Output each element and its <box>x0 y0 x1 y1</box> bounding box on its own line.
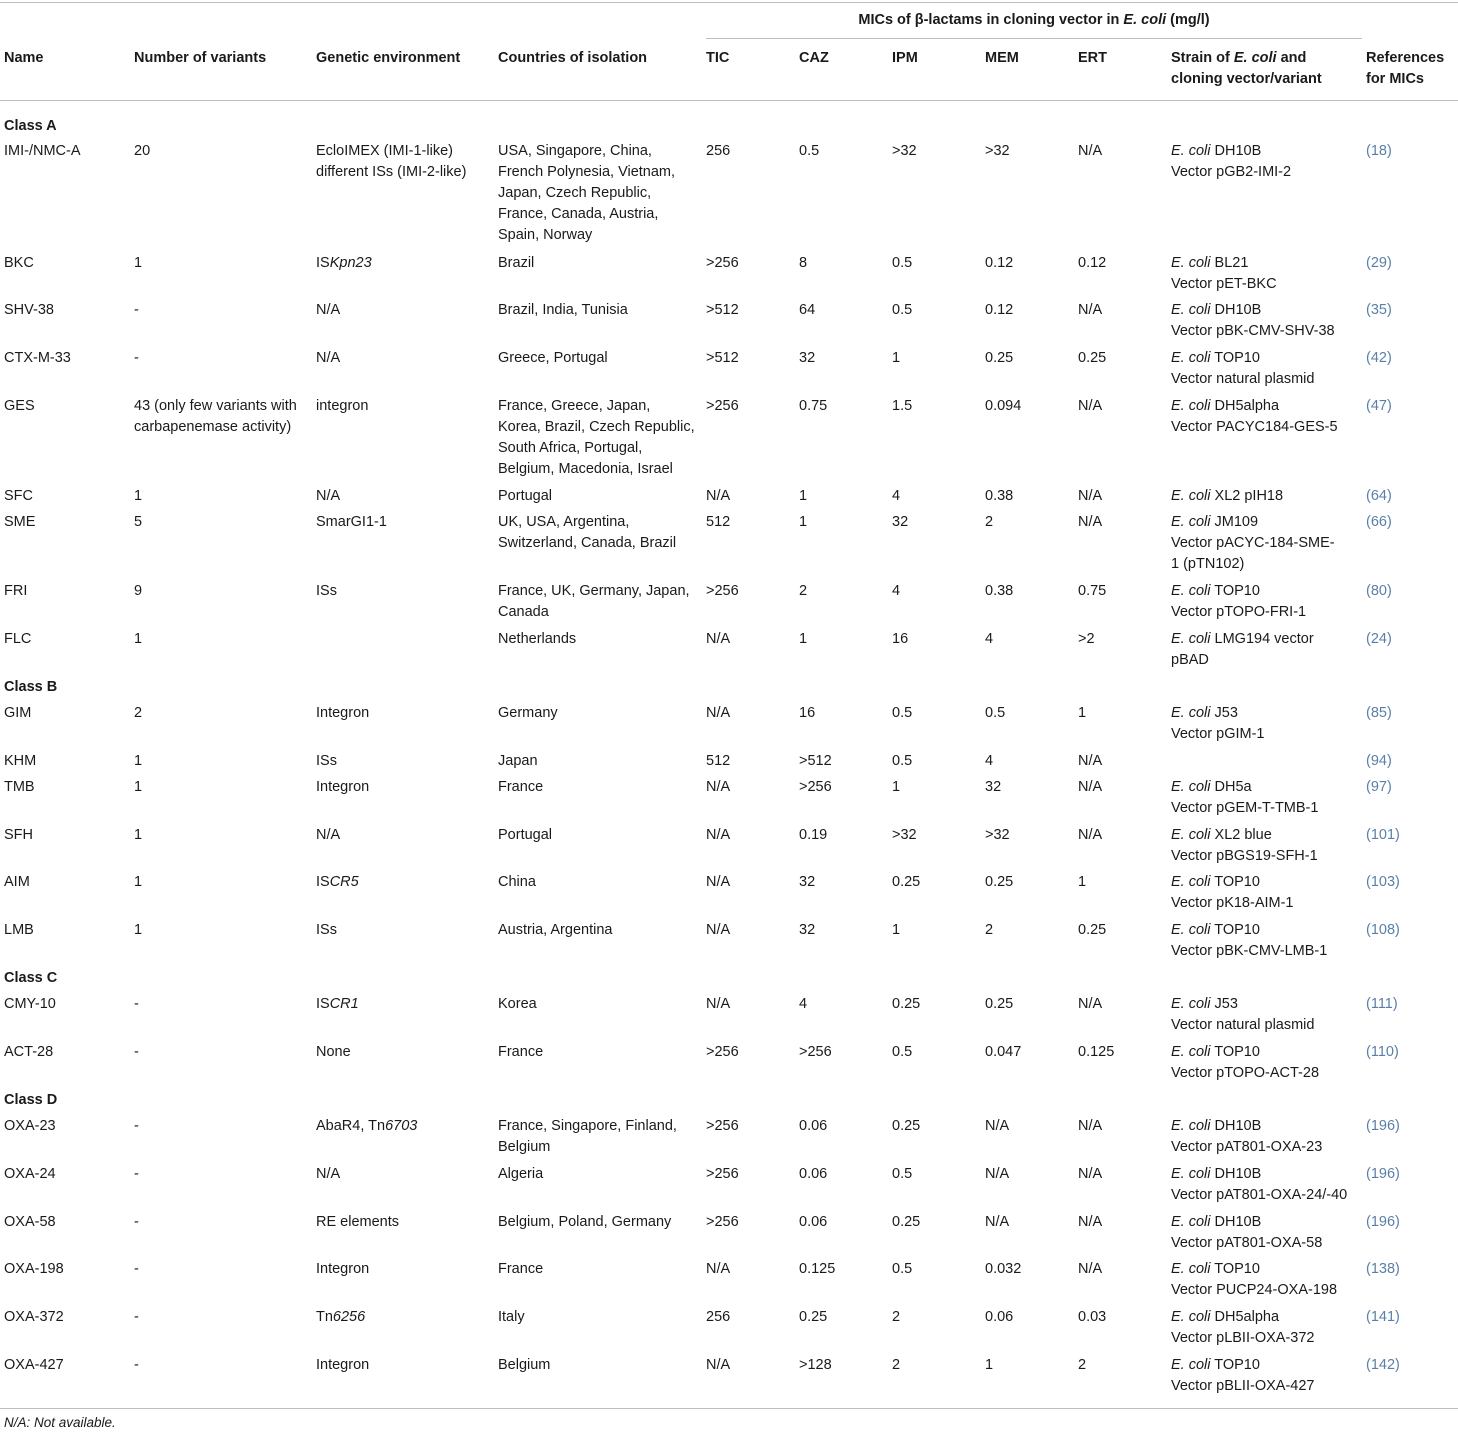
cell-ref: (24) <box>1366 631 1392 647</box>
cell-ipm: 0.5 <box>892 705 913 721</box>
cell-ref: (94) <box>1366 753 1392 769</box>
cell-ipm: 0.25 <box>892 874 921 890</box>
cell-name: OXA-198 <box>4 1261 64 1277</box>
col-header-tic: TIC <box>706 50 730 66</box>
cell-caz: 0.25 <box>799 1309 828 1325</box>
col-header-mem: MEM <box>985 50 1019 66</box>
cell-ert: 2 <box>1078 1357 1087 1373</box>
cell-caz: 1 <box>799 514 808 530</box>
cell-caz: 0.06 <box>799 1118 828 1134</box>
cell-ref: (47) <box>1366 398 1392 414</box>
cell-caz: 4 <box>799 996 808 1012</box>
cell-ert: 0.25 <box>1078 350 1107 366</box>
cell-strain: E. coli TOP10 Vector pTOPO-FRI-1 <box>1171 583 1307 620</box>
cell-variants: - <box>134 1118 139 1134</box>
cell-countries: France <box>498 779 544 795</box>
cell-name: TMB <box>4 779 35 795</box>
cell-mem: N/A <box>985 1214 1010 1230</box>
cell-mem: 1 <box>985 1357 994 1373</box>
cell-ert: 0.125 <box>1078 1044 1115 1060</box>
cell-strain: E. coli DH10B Vector pAT801-OXA-23 <box>1171 1118 1323 1155</box>
cell-variants: 1 <box>134 753 143 769</box>
cell-variants: - <box>134 1166 139 1182</box>
cell-strain: E. coli LMG194 vector pBAD <box>1171 631 1314 668</box>
cell-countries: Netherlands <box>498 631 577 647</box>
cell-caz: 2 <box>799 583 808 599</box>
cell-tic: 256 <box>706 1309 731 1325</box>
class-heading: Class D <box>4 1092 58 1108</box>
cell-caz: 0.5 <box>799 143 820 159</box>
cell-name: GIM <box>4 705 32 721</box>
cell-ipm: >32 <box>892 143 917 159</box>
cell-tic: >256 <box>706 398 739 414</box>
cell-tic: N/A <box>706 779 731 795</box>
cell-countries: Korea <box>498 996 537 1012</box>
cell-name: KHM <box>4 753 37 769</box>
cell-mem: 0.38 <box>985 488 1014 504</box>
cell-ert: 0.12 <box>1078 255 1107 271</box>
cell-env: Tn6256 <box>316 1309 366 1325</box>
cell-strain: E. coli TOP10 Vector pK18-AIM-1 <box>1171 874 1294 911</box>
cell-caz: 0.125 <box>799 1261 836 1277</box>
cell-mem: 0.12 <box>985 302 1014 318</box>
cell-ipm: 0.5 <box>892 1044 913 1060</box>
table-top-rule <box>0 2 1458 3</box>
cell-variants: - <box>134 996 139 1012</box>
cell-name: OXA-23 <box>4 1118 56 1134</box>
cell-mem: 32 <box>985 779 1002 795</box>
cell-caz: >256 <box>799 1044 832 1060</box>
table-bottom-rule <box>0 1408 1458 1409</box>
cell-ref: (85) <box>1366 705 1392 721</box>
cell-ert: N/A <box>1078 996 1103 1012</box>
cell-name: SME <box>4 514 36 530</box>
cell-strain: E. coli DH5alpha Vector pLBII-OXA-372 <box>1171 1309 1315 1346</box>
class-heading: Class A <box>4 118 57 134</box>
cell-ref: (108) <box>1366 922 1400 938</box>
class-heading: Class B <box>4 679 58 695</box>
cell-ert: 0.75 <box>1078 583 1107 599</box>
cell-name: FLC <box>4 631 32 647</box>
col-header-ert: ERT <box>1078 50 1107 66</box>
cell-ipm: 1 <box>892 922 901 938</box>
cell-tic: N/A <box>706 922 731 938</box>
cell-ref: (80) <box>1366 583 1392 599</box>
cell-tic: >256 <box>706 1118 739 1134</box>
cell-tic: N/A <box>706 1357 731 1373</box>
cell-name: LMB <box>4 922 34 938</box>
cell-mem: 0.12 <box>985 255 1014 271</box>
cell-tic: 512 <box>706 514 731 530</box>
cell-env: ISs <box>316 583 337 599</box>
cell-name: AIM <box>4 874 30 890</box>
cell-env: ISs <box>316 753 337 769</box>
cell-ipm: 4 <box>892 488 901 504</box>
cell-countries: France, UK, Germany, Japan, Canada <box>498 583 690 620</box>
cell-variants: 1 <box>134 488 143 504</box>
cell-caz: >128 <box>799 1357 832 1373</box>
cell-ert: N/A <box>1078 827 1103 843</box>
cell-env: ISs <box>316 922 337 938</box>
cell-countries: Brazil <box>498 255 535 271</box>
cell-ipm: 1 <box>892 779 901 795</box>
cell-caz: 0.19 <box>799 827 828 843</box>
cell-caz: >512 <box>799 753 832 769</box>
cell-variants: - <box>134 350 139 366</box>
cell-name: GES <box>4 398 35 414</box>
cell-tic: N/A <box>706 827 731 843</box>
cell-ert: N/A <box>1078 779 1103 795</box>
cell-countries: Algeria <box>498 1166 544 1182</box>
cell-mem: 0.5 <box>985 705 1006 721</box>
cell-ert: 1 <box>1078 874 1087 890</box>
cell-ipm: 4 <box>892 583 901 599</box>
cell-ipm: 0.25 <box>892 1118 921 1134</box>
cell-ref: (35) <box>1366 302 1392 318</box>
cell-strain: E. coli DH5a Vector pGEM-T-TMB-1 <box>1171 779 1319 816</box>
cell-countries: Italy <box>498 1309 525 1325</box>
cell-env: Integron <box>316 1357 370 1373</box>
cell-strain: E. coli DH5alpha Vector PACYC184-GES-5 <box>1171 398 1338 435</box>
cell-ert: N/A <box>1078 1118 1103 1134</box>
cell-countries: Belgium <box>498 1357 551 1373</box>
cell-env: ISCR1 <box>316 996 359 1012</box>
cell-name: SFC <box>4 488 33 504</box>
cell-ref: (110) <box>1366 1044 1399 1060</box>
cell-strain: E. coli DH10B Vector pAT801-OXA-58 <box>1171 1214 1323 1251</box>
cell-env: Integron <box>316 705 370 721</box>
cell-strain: E. coli J53 Vector pGIM-1 <box>1171 705 1265 742</box>
cell-caz: 32 <box>799 350 816 366</box>
cell-ert: 0.25 <box>1078 922 1107 938</box>
cell-strain: E. coli TOP10 Vector pBLII-OXA-427 <box>1171 1357 1315 1394</box>
header-bottom-rule <box>0 100 1458 101</box>
col-header-name: Name <box>4 50 44 66</box>
cell-variants: 9 <box>134 583 143 599</box>
cell-countries: Austria, Argentina <box>498 922 613 938</box>
mic-group-header-text: MICs of β-lactams in cloning vector in E. coli (mg/l) <box>858 12 1210 28</box>
cell-env: N/A <box>316 350 341 366</box>
cell-variants: - <box>134 1044 139 1060</box>
cell-mem: 2 <box>985 514 994 530</box>
cell-tic: 256 <box>706 143 731 159</box>
cell-ipm: 16 <box>892 631 909 647</box>
cell-strain: E. coli XL2 blue Vector pBGS19-SFH-1 <box>1171 827 1318 864</box>
cell-caz: 0.06 <box>799 1166 828 1182</box>
cell-name: OXA-427 <box>4 1357 64 1373</box>
cell-name: BKC <box>4 255 34 271</box>
cell-tic: >256 <box>706 1044 739 1060</box>
cell-ipm: 0.5 <box>892 1166 913 1182</box>
col-header-strain-text: Strain of E. coli and cloning vector/variant <box>1171 50 1322 87</box>
cell-name: OXA-24 <box>4 1166 56 1182</box>
cell-variants: 43 (only few variants with carbapenemase activity) <box>134 398 297 435</box>
cell-countries: Germany <box>498 705 558 721</box>
mic-group-underline <box>706 38 1362 39</box>
cell-caz: 1 <box>799 631 808 647</box>
cell-caz: 1 <box>799 488 808 504</box>
cell-ref: (138) <box>1366 1261 1400 1277</box>
cell-tic: N/A <box>706 488 731 504</box>
cell-mem: 0.047 <box>985 1044 1022 1060</box>
cell-variants: 1 <box>134 255 143 271</box>
cell-variants: - <box>134 1357 139 1373</box>
cell-mem: 0.032 <box>985 1261 1022 1277</box>
cell-strain: E. coli J53 Vector natural plasmid <box>1171 996 1315 1033</box>
cell-ipm: 0.5 <box>892 753 913 769</box>
cell-ipm: 1.5 <box>892 398 913 414</box>
cell-variants: 5 <box>134 514 143 530</box>
cell-countries: Greece, Portugal <box>498 350 608 366</box>
col-header-variants: Number of variants <box>134 50 267 66</box>
cell-mem: N/A <box>985 1166 1010 1182</box>
cell-tic: N/A <box>706 631 731 647</box>
cell-strain: E. coli TOP10 Vector PUCP24-OXA-198 <box>1171 1261 1338 1298</box>
cell-ipm: 0.5 <box>892 255 913 271</box>
cell-countries: Portugal <box>498 488 553 504</box>
cell-mem: 0.06 <box>985 1309 1014 1325</box>
cell-variants: - <box>134 1309 139 1325</box>
cell-ref: (101) <box>1366 827 1400 843</box>
cell-countries: USA, Singapore, China, French Polynesia, Vietnam, Japan, Czech Republic, France, Canada, Austria, Spain, Norway <box>498 143 676 243</box>
cell-ref: (42) <box>1366 350 1392 366</box>
cell-countries: France <box>498 1261 544 1277</box>
cell-strain: E. coli TOP10 Vector pBK-CMV-LMB-1 <box>1171 922 1328 959</box>
cell-ref: (141) <box>1366 1309 1400 1325</box>
cell-caz: 8 <box>799 255 808 271</box>
cell-env: RE elements <box>316 1214 400 1230</box>
class-heading: Class C <box>4 970 58 986</box>
cell-env: integron <box>316 398 369 414</box>
cell-caz: 0.75 <box>799 398 828 414</box>
cell-ref: (196) <box>1366 1118 1400 1134</box>
cell-tic: >256 <box>706 255 739 271</box>
cell-strain: E. coli XL2 pIH18 <box>1171 488 1284 504</box>
cell-caz: >256 <box>799 779 832 795</box>
cell-tic: 512 <box>706 753 731 769</box>
cell-name: FRI <box>4 583 28 599</box>
cell-countries: France, Greece, Japan, Korea, Brazil, Czech Republic, South Africa, Portugal, Belgium, Macedonia, Israel <box>498 398 695 477</box>
cell-mem: 2 <box>985 922 994 938</box>
cell-ipm: 0.25 <box>892 1214 921 1230</box>
cell-ref: (18) <box>1366 143 1392 159</box>
cell-name: SFH <box>4 827 33 843</box>
cell-env: N/A <box>316 827 341 843</box>
cell-caz: 32 <box>799 874 816 890</box>
cell-ert: 1 <box>1078 705 1087 721</box>
cell-mem: 0.25 <box>985 350 1014 366</box>
cell-strain: E. coli DH10B Vector pGB2-IMI-2 <box>1171 143 1292 180</box>
cell-variants: 1 <box>134 779 143 795</box>
cell-ipm: 1 <box>892 350 901 366</box>
cell-ert: N/A <box>1078 488 1103 504</box>
cell-ref: (196) <box>1366 1166 1400 1182</box>
cell-tic: >512 <box>706 350 739 366</box>
cell-variants: - <box>134 302 139 318</box>
cell-tic: >256 <box>706 1166 739 1182</box>
cell-env: Integron <box>316 1261 370 1277</box>
cell-variants: - <box>134 1214 139 1230</box>
cell-env: N/A <box>316 302 341 318</box>
cell-name: CMY-10 <box>4 996 56 1012</box>
cell-strain: E. coli TOP10 Vector pTOPO-ACT-28 <box>1171 1044 1320 1081</box>
cell-ref: (64) <box>1366 488 1392 504</box>
cell-env: N/A <box>316 1166 341 1182</box>
cell-ert: N/A <box>1078 302 1103 318</box>
col-header-countries: Countries of isolation <box>498 50 648 66</box>
cell-variants: 1 <box>134 922 143 938</box>
cell-env: AbaR4, Tn6703 <box>316 1118 418 1134</box>
cell-countries: UK, USA, Argentina, Switzerland, Canada, Brazil <box>498 514 677 551</box>
cell-strain: E. coli BL21 Vector pET-BKC <box>1171 255 1277 292</box>
cell-countries: China <box>498 874 536 890</box>
cell-ipm: >32 <box>892 827 917 843</box>
cell-ert: N/A <box>1078 514 1103 530</box>
col-header-refs: References for MICs <box>1366 50 1445 87</box>
cell-ert: >2 <box>1078 631 1095 647</box>
cell-ert: N/A <box>1078 398 1103 414</box>
cell-mem: 4 <box>985 631 994 647</box>
cell-ipm: 0.5 <box>892 1261 913 1277</box>
cell-variants: 2 <box>134 705 143 721</box>
cell-ipm: 2 <box>892 1357 901 1373</box>
cell-env: ISKpn23 <box>316 255 372 271</box>
cell-ert: 0.03 <box>1078 1309 1107 1325</box>
cell-countries: Belgium, Poland, Germany <box>498 1214 672 1230</box>
cell-strain: E. coli DH10B Vector pBK-CMV-SHV-38 <box>1171 302 1335 339</box>
cell-env: ISCR5 <box>316 874 359 890</box>
cell-ipm: 0.25 <box>892 996 921 1012</box>
cell-countries: France <box>498 1044 544 1060</box>
cell-variants: - <box>134 1261 139 1277</box>
cell-mem: >32 <box>985 827 1010 843</box>
cell-variants: 1 <box>134 827 143 843</box>
mic-group-header <box>706 10 1362 31</box>
cell-env: EcloIMEX (IMI-1-like) different ISs (IMI-2-like) <box>316 143 467 180</box>
cell-strain: E. coli TOP10 Vector natural plasmid <box>1171 350 1315 387</box>
cell-caz: 0.06 <box>799 1214 828 1230</box>
cell-countries: France, Singapore, Finland, Belgium <box>498 1118 677 1155</box>
cell-mem: 4 <box>985 753 994 769</box>
cell-ref: (196) <box>1366 1214 1400 1230</box>
cell-env: SmarGI1-1 <box>316 514 387 530</box>
cell-ref: (103) <box>1366 874 1400 890</box>
cell-ipm: 2 <box>892 1309 901 1325</box>
cell-strain: E. coli JM109 Vector pACYC-184-SME- 1 (pTN102) <box>1171 514 1335 572</box>
col-header-ipm: IPM <box>892 50 918 66</box>
cell-mem: 0.38 <box>985 583 1014 599</box>
cell-ert: N/A <box>1078 1214 1103 1230</box>
cell-ref: (142) <box>1366 1357 1400 1373</box>
col-header-env: Genetic environment <box>316 50 461 66</box>
cell-env: N/A <box>316 488 341 504</box>
cell-countries: Portugal <box>498 827 553 843</box>
col-header-strain <box>1171 48 1351 90</box>
cell-strain: E. coli DH10B Vector pAT801-OXA-24/-40 <box>1171 1166 1348 1203</box>
col-header-caz: CAZ <box>799 50 829 66</box>
cell-tic: >256 <box>706 583 739 599</box>
cell-name: OXA-58 <box>4 1214 56 1230</box>
cell-mem: 0.25 <box>985 996 1014 1012</box>
cell-name: OXA-372 <box>4 1309 64 1325</box>
cell-ref: (97) <box>1366 779 1392 795</box>
cell-ipm: 0.5 <box>892 302 913 318</box>
cell-caz: 16 <box>799 705 816 721</box>
cell-mem: N/A <box>985 1118 1010 1134</box>
cell-tic: N/A <box>706 705 731 721</box>
cell-env: None <box>316 1044 351 1060</box>
cell-name: ACT-28 <box>4 1044 54 1060</box>
cell-caz: 32 <box>799 922 816 938</box>
cell-env: Integron <box>316 779 370 795</box>
cell-mem: 0.25 <box>985 874 1014 890</box>
cell-ipm: 32 <box>892 514 909 530</box>
cell-tic: N/A <box>706 996 731 1012</box>
cell-ert: N/A <box>1078 1166 1103 1182</box>
cell-mem: >32 <box>985 143 1010 159</box>
cell-tic: N/A <box>706 1261 731 1277</box>
cell-ert: N/A <box>1078 143 1103 159</box>
cell-mem: 0.094 <box>985 398 1022 414</box>
cell-tic: N/A <box>706 874 731 890</box>
cell-caz: 64 <box>799 302 816 318</box>
cell-ref: (66) <box>1366 514 1392 530</box>
cell-countries: Brazil, India, Tunisia <box>498 302 628 318</box>
footnote: N/A: Not available. <box>4 1415 116 1430</box>
cell-countries: Japan <box>498 753 538 769</box>
cell-name: SHV-38 <box>4 302 54 318</box>
cell-name: IMI-/NMC-A <box>4 143 81 159</box>
cell-ert: N/A <box>1078 753 1103 769</box>
cell-ert: N/A <box>1078 1261 1103 1277</box>
cell-tic: >512 <box>706 302 739 318</box>
cell-variants: 1 <box>134 874 143 890</box>
cell-variants: 1 <box>134 631 143 647</box>
cell-ref: (29) <box>1366 255 1392 271</box>
cell-variants: 20 <box>134 143 151 159</box>
cell-name: CTX-M-33 <box>4 350 71 366</box>
cell-tic: >256 <box>706 1214 739 1230</box>
cell-ref: (111) <box>1366 996 1398 1012</box>
